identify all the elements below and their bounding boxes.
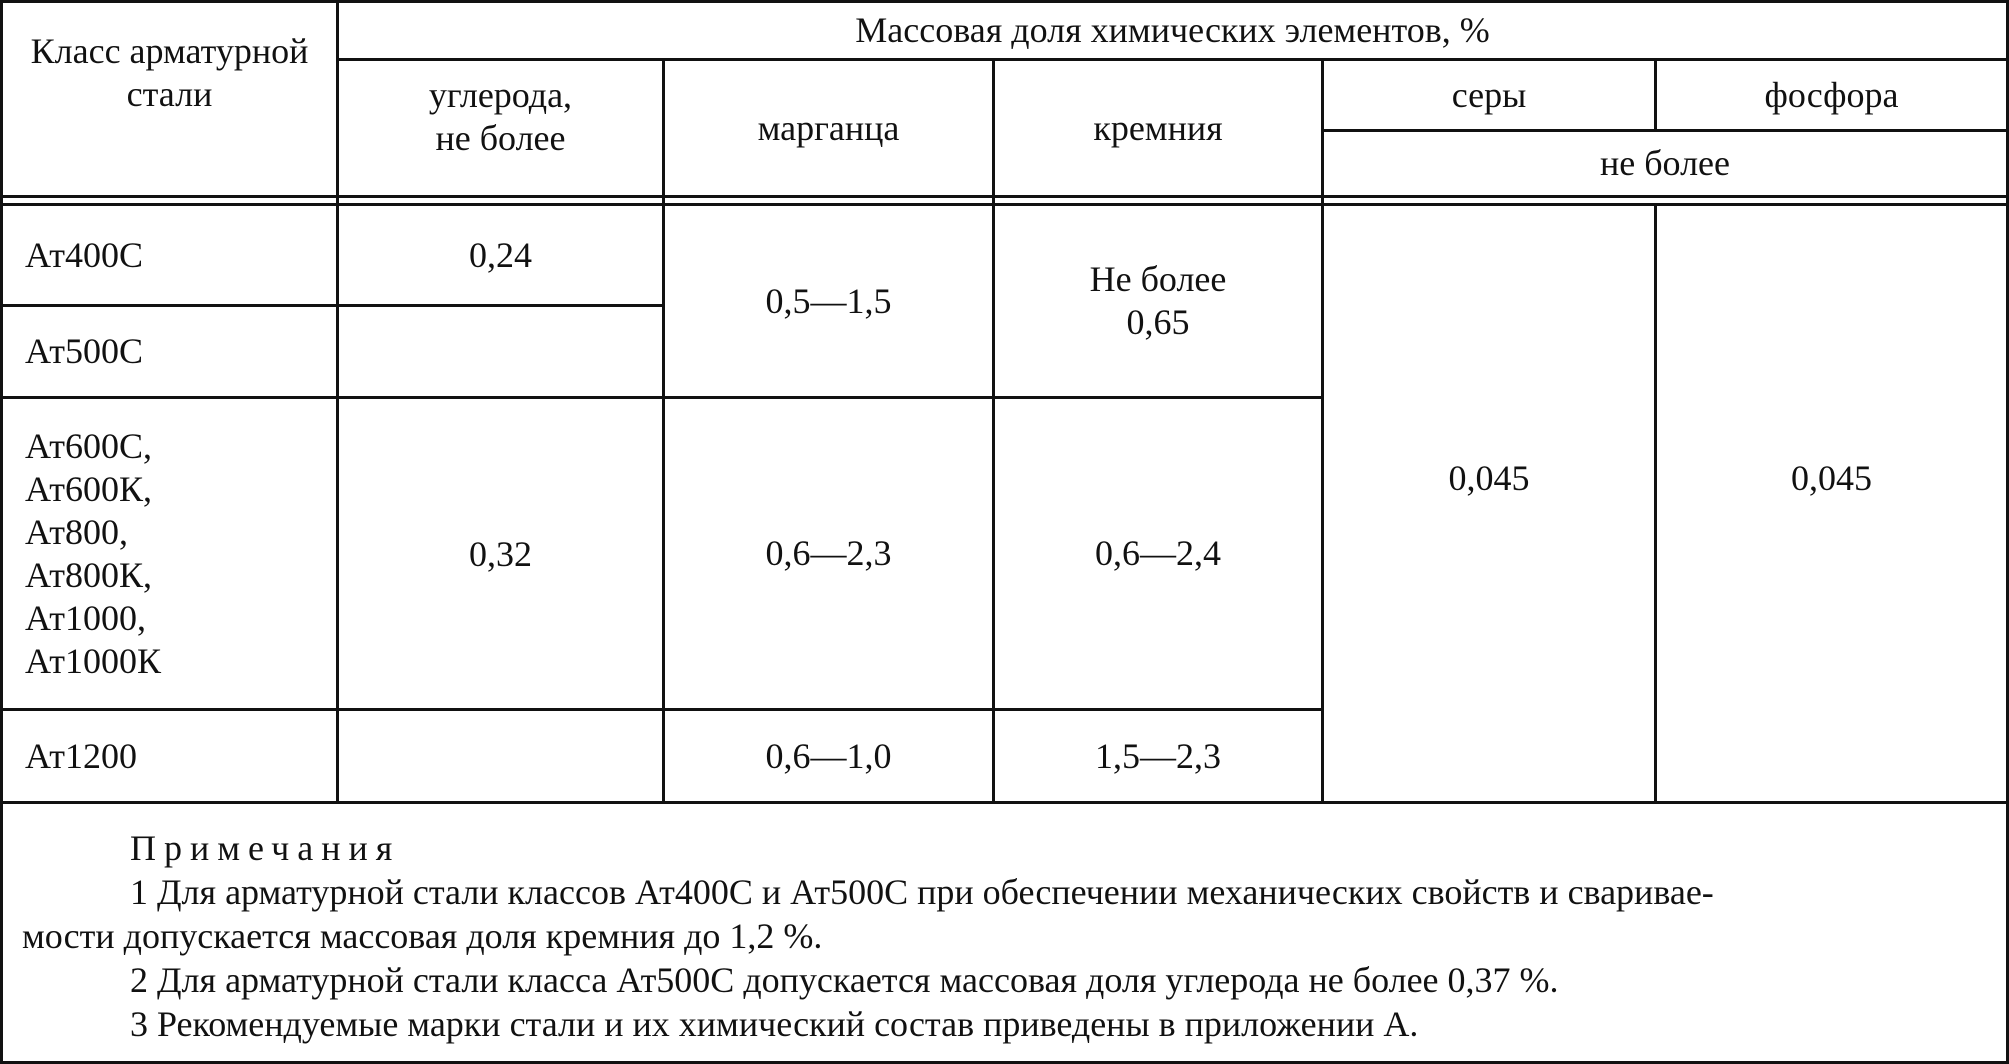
sulfur-value: 0,045 (1448, 458, 1530, 498)
note-2: 2 Для арматурной стали класса Ат500С допускается массовая доля углерода не более 0,37 %. (130, 960, 1559, 1000)
header-silicon: кремния (1093, 107, 1223, 148)
class-group: Ат600С, Ат600К, Ат800, Ат800К, Ат1000, Ат1000К (25, 425, 161, 681)
class-at400c: Ат400С (25, 234, 143, 275)
note-1-line-2: мости допускается массовая доля кремния до 1,2 %. (22, 916, 823, 956)
header-carbon-line2: не более (435, 118, 566, 158)
class-at1200: Ат1200 (25, 735, 137, 776)
header-class-line1: Класс арматурной (30, 31, 309, 71)
header-carbon (339, 74, 662, 160)
header-phosphorus: фосфора (1764, 74, 1899, 115)
carbon-value-2: 0,32 (469, 533, 532, 574)
header-class-line2: стали (126, 74, 213, 114)
phosphorus-value: 0,045 (1791, 458, 1872, 498)
header-group-title: Массовая доля химических элементов, % (855, 10, 1490, 50)
note-1-line-1: 1 Для арматурной стали классов Ат400С и Ат500С при обеспечении механических свойств и сваривае- (130, 872, 1714, 912)
carbon-value-1: 0,24 (469, 234, 532, 275)
rule (0, 801, 2009, 804)
header-class (3, 30, 336, 116)
note-3: 3 Рекомендуемые марки стали и их химический состав приведены в приложении А. (130, 1004, 1419, 1044)
silicon-value-3: 1,5—2,3 (1095, 735, 1221, 776)
header-carbon-line1: углерода, (428, 75, 573, 115)
manganese-value-1: 0,5—1,5 (765, 280, 892, 321)
notes-title: Примечания (130, 828, 401, 868)
header-manganese: марганца (757, 107, 900, 148)
manganese-value-3: 0,6—1,0 (765, 735, 892, 776)
class-at500c: Ат500С (25, 331, 143, 371)
header-not-more: не более (1599, 143, 1730, 183)
notes-block (22, 826, 1990, 1046)
manganese-value-2: 0,6—2,3 (765, 533, 892, 573)
header-double-rule (0, 195, 2009, 198)
silicon-value-2: 0,6—2,4 (1095, 533, 1221, 573)
header-sulfur: серы (1451, 74, 1527, 115)
silicon-value-1: Не более 0,65 (1089, 259, 1227, 342)
